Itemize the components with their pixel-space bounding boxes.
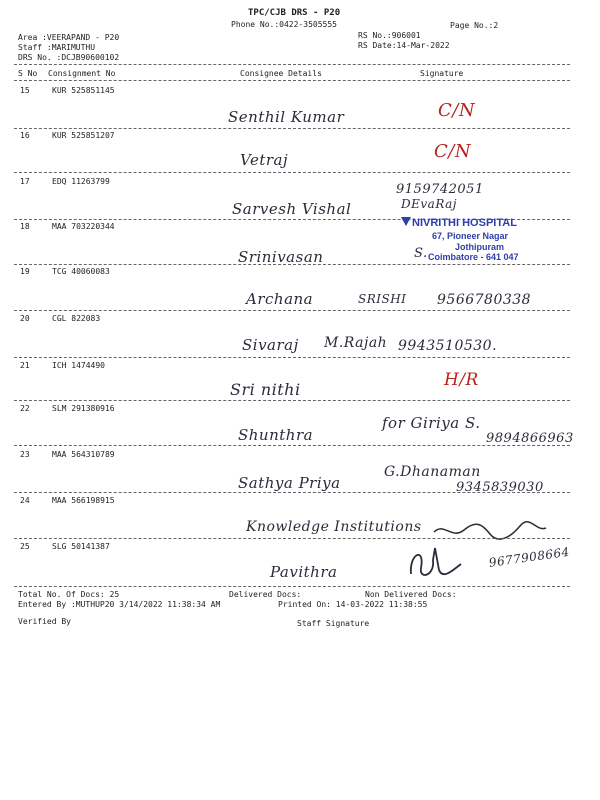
row-divider xyxy=(14,538,570,539)
consignee-name: Knowledge Institutions xyxy=(246,519,422,535)
row-consignment: SLM 291380916 xyxy=(52,404,115,413)
consignee-name: Senthil Kumar xyxy=(228,108,345,126)
row-consignment: SLG 50141387 xyxy=(52,542,110,551)
verified-by-label: Verified By xyxy=(18,617,71,626)
consignee-name: Srinivasan xyxy=(238,248,324,266)
consignee-name: Shunthra xyxy=(238,426,314,444)
phone-note: 9677908664 xyxy=(488,544,571,570)
row-consignment: KUR 525851145 xyxy=(52,86,115,95)
entered-by: Entered By :MUTHUP20 3/14/2022 11:38:34 AM xyxy=(18,600,221,609)
rs-number: RS No.:906001 xyxy=(358,31,421,40)
signature-mark: S. xyxy=(414,246,428,261)
row-divider xyxy=(14,357,570,358)
consignee-name: Sivaraj xyxy=(242,336,299,354)
phone-note: 9159742051 xyxy=(396,182,484,197)
row-consignment: EDQ 11263799 xyxy=(52,177,110,186)
stamp-address-line: 67, Pioneer Nagar xyxy=(432,231,509,241)
header-divider xyxy=(14,64,570,65)
signature-mark: G.Dhanaman xyxy=(384,464,481,480)
column-header-sno: S No xyxy=(18,69,38,78)
column-header-signature: Signature xyxy=(420,69,464,78)
phone-note: 9943510530. xyxy=(398,338,498,354)
row-consignment: KUR 525851207 xyxy=(52,131,115,140)
row-divider xyxy=(14,400,570,401)
row-serial: 18 xyxy=(20,222,30,231)
stamp-name: NIVRITHI HOSPITAL xyxy=(412,217,517,229)
row-serial: 16 xyxy=(20,131,30,140)
consignee-name: Archana xyxy=(246,290,314,308)
delivered-docs: Delivered Docs: xyxy=(229,590,302,599)
phone-note: 9566780338 xyxy=(437,292,532,308)
column-header-divider xyxy=(14,80,570,81)
page-title: TPC/CJB DRS - P20 xyxy=(248,8,341,18)
drs-number: DRS No. :DCJB90600102 xyxy=(18,53,120,62)
signature-mark: H/R xyxy=(444,370,479,390)
non-delivered-docs: Non Delivered Docs: xyxy=(365,590,457,599)
row-divider xyxy=(14,586,570,587)
area-label: Area :VEERAPAND - P20 xyxy=(18,33,120,42)
consignee-name: Vetraj xyxy=(240,151,289,169)
row-divider xyxy=(14,310,570,311)
staff-signature-label: Staff Signature xyxy=(297,619,370,628)
signature-mark: C/N xyxy=(434,141,472,162)
stamp-address-line: Jothipuram xyxy=(455,242,505,252)
row-consignment: TCG 40060083 xyxy=(52,267,110,276)
row-consignment: MAA 566198915 xyxy=(52,496,115,505)
row-divider xyxy=(14,445,570,446)
consignee-name: Sathya Priya xyxy=(238,474,341,492)
row-serial: 23 xyxy=(20,450,30,459)
signature-mark: M.Rajah xyxy=(324,335,388,351)
row-divider xyxy=(14,172,570,173)
consignee-name: Sarvesh Vishal xyxy=(232,200,352,218)
phone-number: Phone No.:0422-3505555 xyxy=(231,20,337,29)
row-serial: 15 xyxy=(20,86,30,95)
row-consignment: MAA 703220344 xyxy=(52,222,115,231)
row-divider xyxy=(14,492,570,493)
signature-mark: SRISHI xyxy=(358,292,407,306)
consignee-name: Sri nithi xyxy=(230,380,301,399)
rs-date: RS Date:14-Mar-2022 xyxy=(358,41,450,50)
total-docs: Total No. Of Docs: 25 xyxy=(18,590,120,599)
consignee-name: Pavithra xyxy=(270,563,338,581)
row-serial: 22 xyxy=(20,404,30,413)
signature-mark: C/N xyxy=(438,100,476,121)
row-consignment: MAA 564310789 xyxy=(52,450,115,459)
page-number: Page No.:2 xyxy=(450,21,499,30)
row-serial: 21 xyxy=(20,361,30,370)
signature-mark: for Giriya S. xyxy=(382,414,481,432)
row-serial: 17 xyxy=(20,177,30,186)
column-header-consignee: Consignee Details xyxy=(240,69,322,78)
row-serial: 19 xyxy=(20,267,30,276)
row-serial: 25 xyxy=(20,542,30,551)
stamp-address-line: Coimbatore - 641 047 xyxy=(428,252,519,262)
row-divider xyxy=(14,128,570,129)
phone-note: 9894866963 xyxy=(486,431,574,446)
column-header-consignment: Consignment No xyxy=(48,69,116,78)
row-divider xyxy=(14,264,570,265)
signature-scribble xyxy=(405,540,465,586)
row-consignment: CGL 822083 xyxy=(52,314,101,323)
phone-note: 9345839030 xyxy=(456,480,544,495)
row-consignment: ICH 1474490 xyxy=(52,361,105,370)
stamp-logo-icon xyxy=(401,217,411,226)
staff-label: Staff :MARIMUTHU xyxy=(18,43,96,52)
printed-on: Printed On: 14-03-2022 11:38:55 xyxy=(278,600,428,609)
signature-mark: DEvaRaj xyxy=(401,197,457,211)
row-serial: 20 xyxy=(20,314,30,323)
row-serial: 24 xyxy=(20,496,30,505)
